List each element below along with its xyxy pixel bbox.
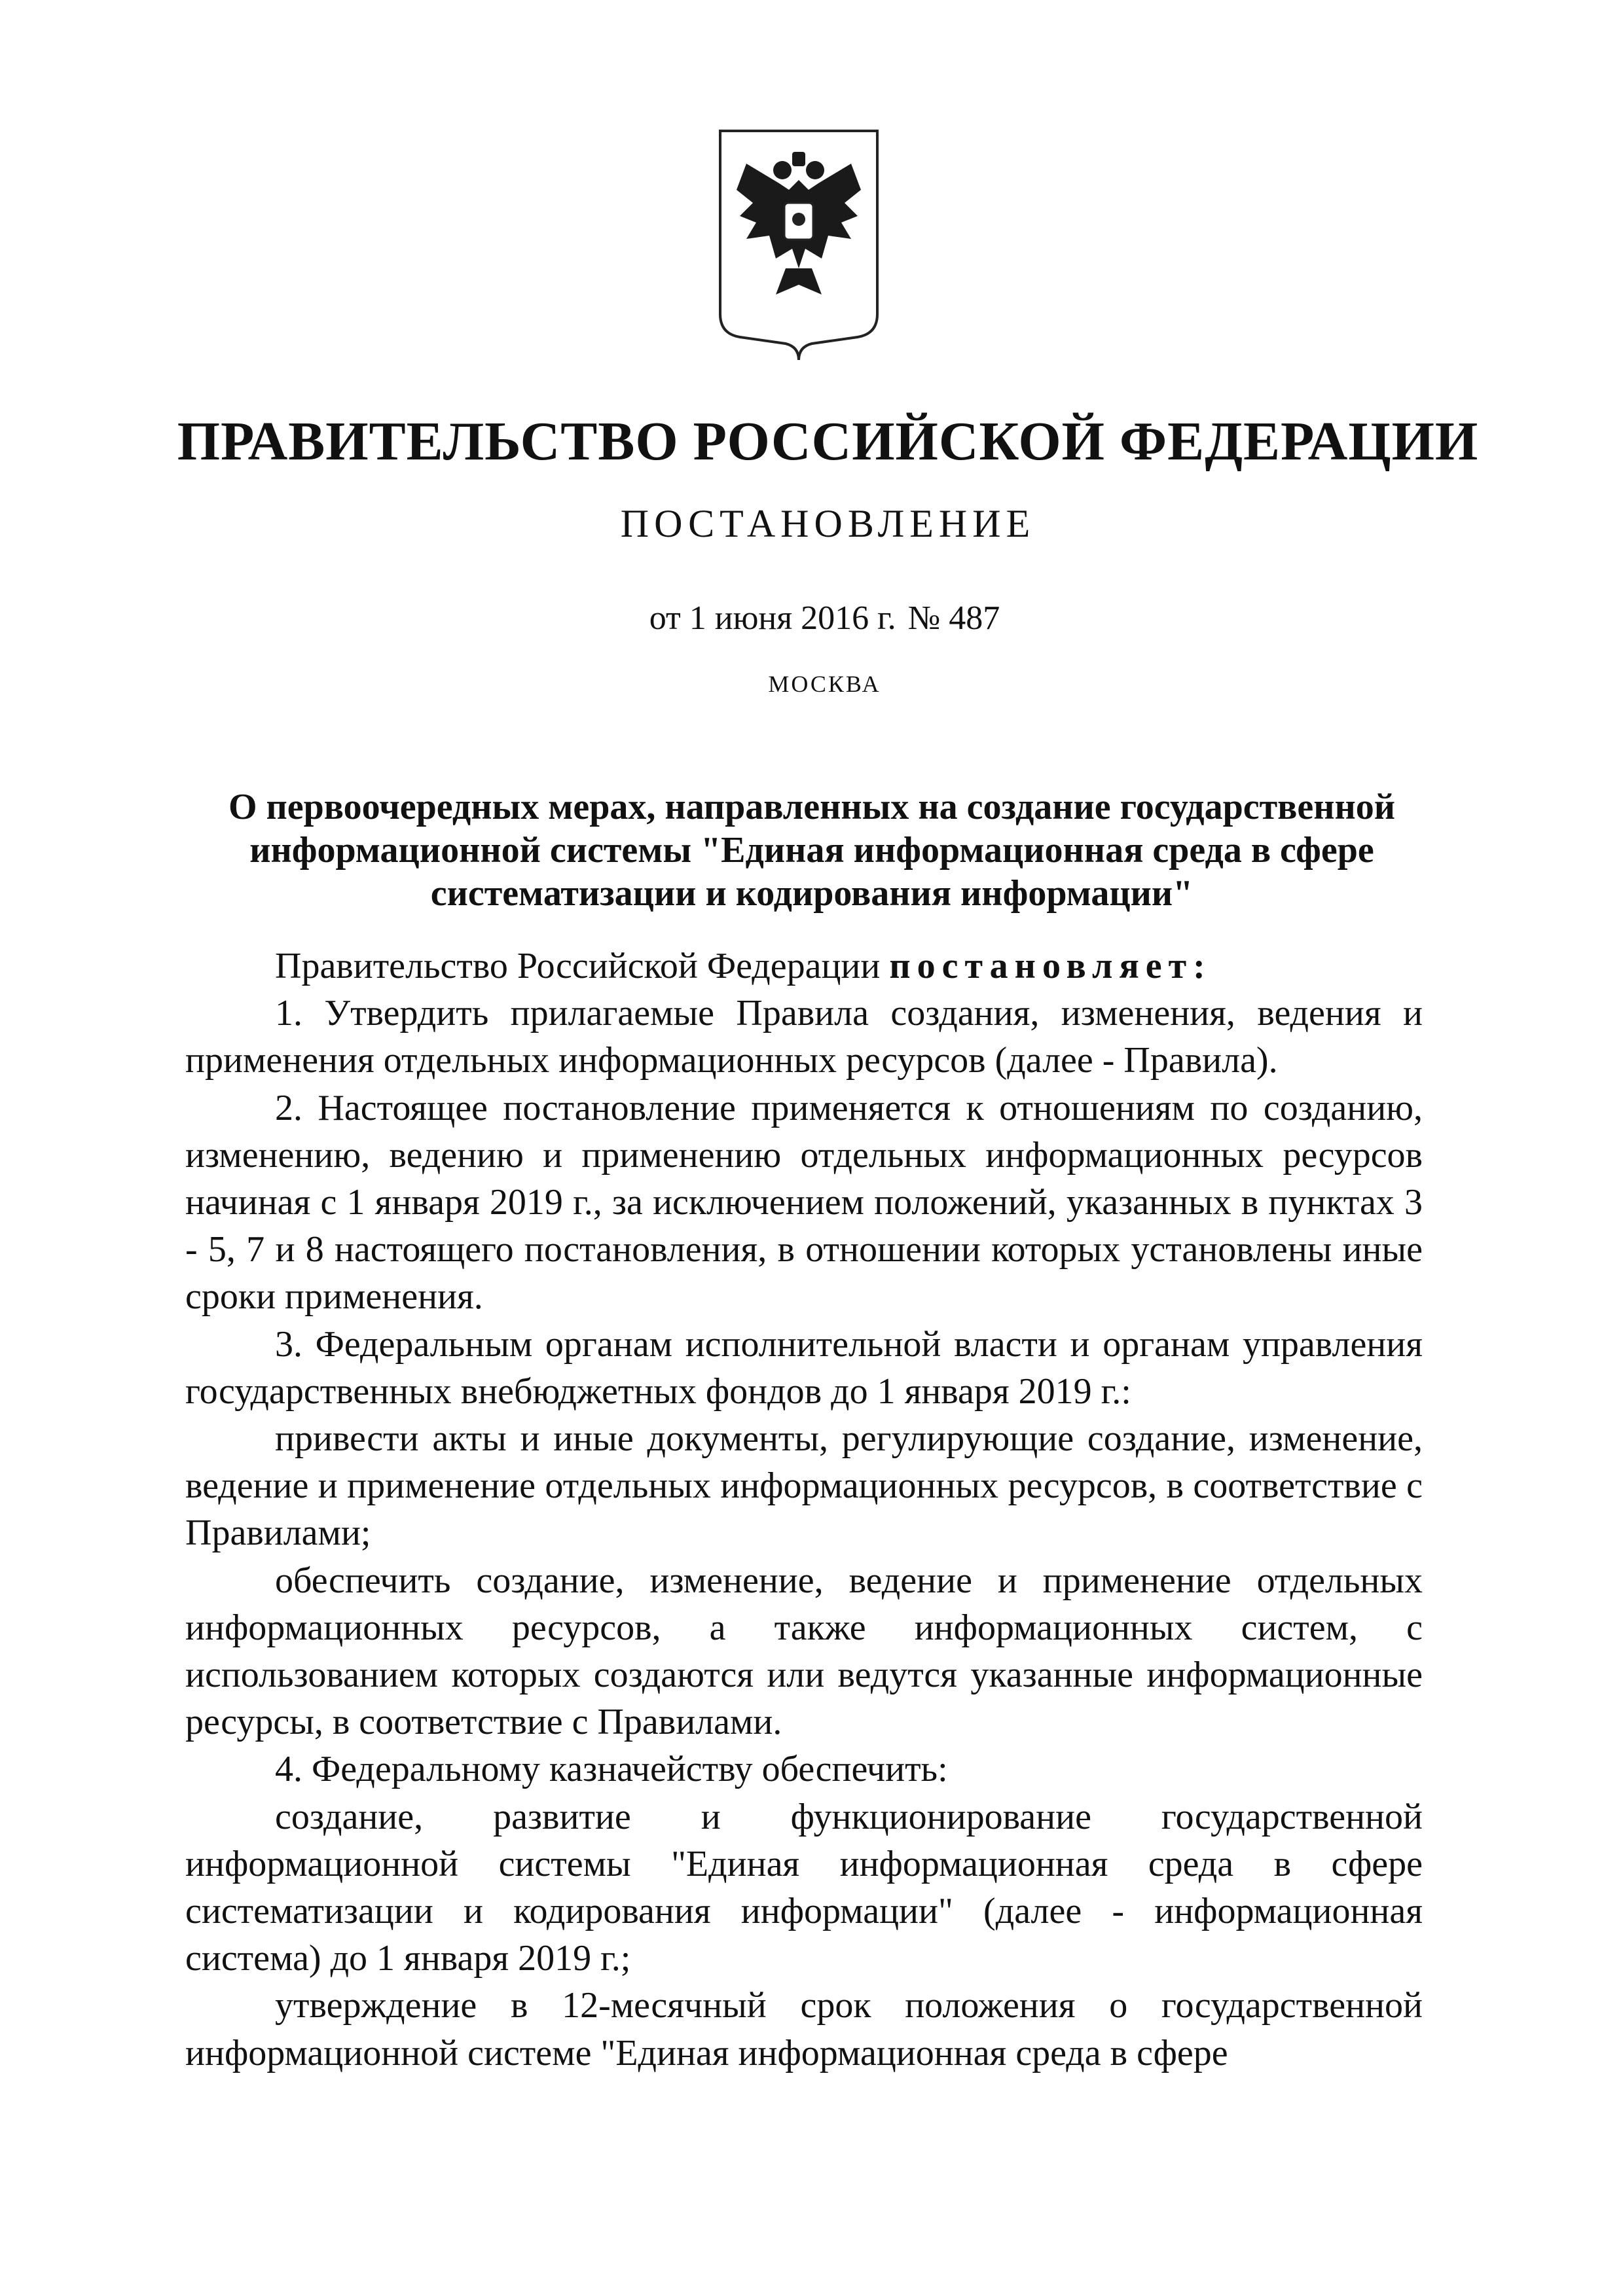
paragraph-1: 1. Утвердить прилагаемые Правила создания, изменения, ведения и применения отдельных информационных ресурсов (далее - Правила). [185,993,1423,1081]
preamble [185,942,1423,990]
document-body [185,942,1423,2077]
document-date: от 1 июня 2016 г. [649,600,896,637]
paragraph-4-item-1: создание, развитие и функционирование государственной информационной системы "Единая информационная среда в сфере систематизации и кодирования информации" (далее - информационная система) до 1 января 2019 г.; [185,1796,1423,1979]
paragraph-4: 4. Федеральному казначейству обеспечить: [275,1749,948,1790]
coat-of-arms-emblem [701,118,897,367]
paragraph-2: 2. Настоящее постановление применяется к отношениям по созданию, изменению, ведению и применению отдельных информационных ресурсов начиная с 1 января 2019 г., за исключением положений, указанных в пунктах 3 - 5, 7 и 8 настоящего постановления, в отношении которых установлены иные сроки применения. [185,1087,1423,1318]
document-date-line [0,596,1623,641]
document-city: МОСКВА [768,671,881,697]
government-title: ПРАВИТЕЛЬСТВО РОССИЙСКОЙ ФЕДЕРАЦИИ [177,411,1479,472]
paragraph-3: 3. Федеральным органам исполнительной власти и органам управления государственных внебюджетных фондов до 1 января 2019 г.: [185,1323,1423,1412]
document-type: ПОСТАНОВЛЕНИЕ [620,502,1036,545]
paragraph-3-item-2: обеспечить создание, изменение, ведение и применение отдельных информационных ресурсов, а также информационных систем, с использованием которых создаются или ведутся указанные информационные ресурсы, в соответствие с Правилами. [185,1560,1423,1743]
document-number: № 487 [907,600,1000,637]
paragraph-4-item-2: утверждение в 12-месячный срок положения о государственной информационной системе "Единая информационная среда в сфере [185,1985,1423,2073]
document-heading: О первоочередных мерах, направленных на создание государственной информационной системы "Единая информационная среда в сфере систематизации и кодирования информации" [228,787,1396,914]
preamble-decree: постановляет: [889,946,1212,986]
preamble-lead: Правительство Российской Федерации [275,946,881,986]
paragraph-3-item-1: привести акты и иные документы, регулирующие создание, изменение, ведение и применение отдельных информационных ресурсов, в соответствие с Правилами; [185,1418,1423,1554]
